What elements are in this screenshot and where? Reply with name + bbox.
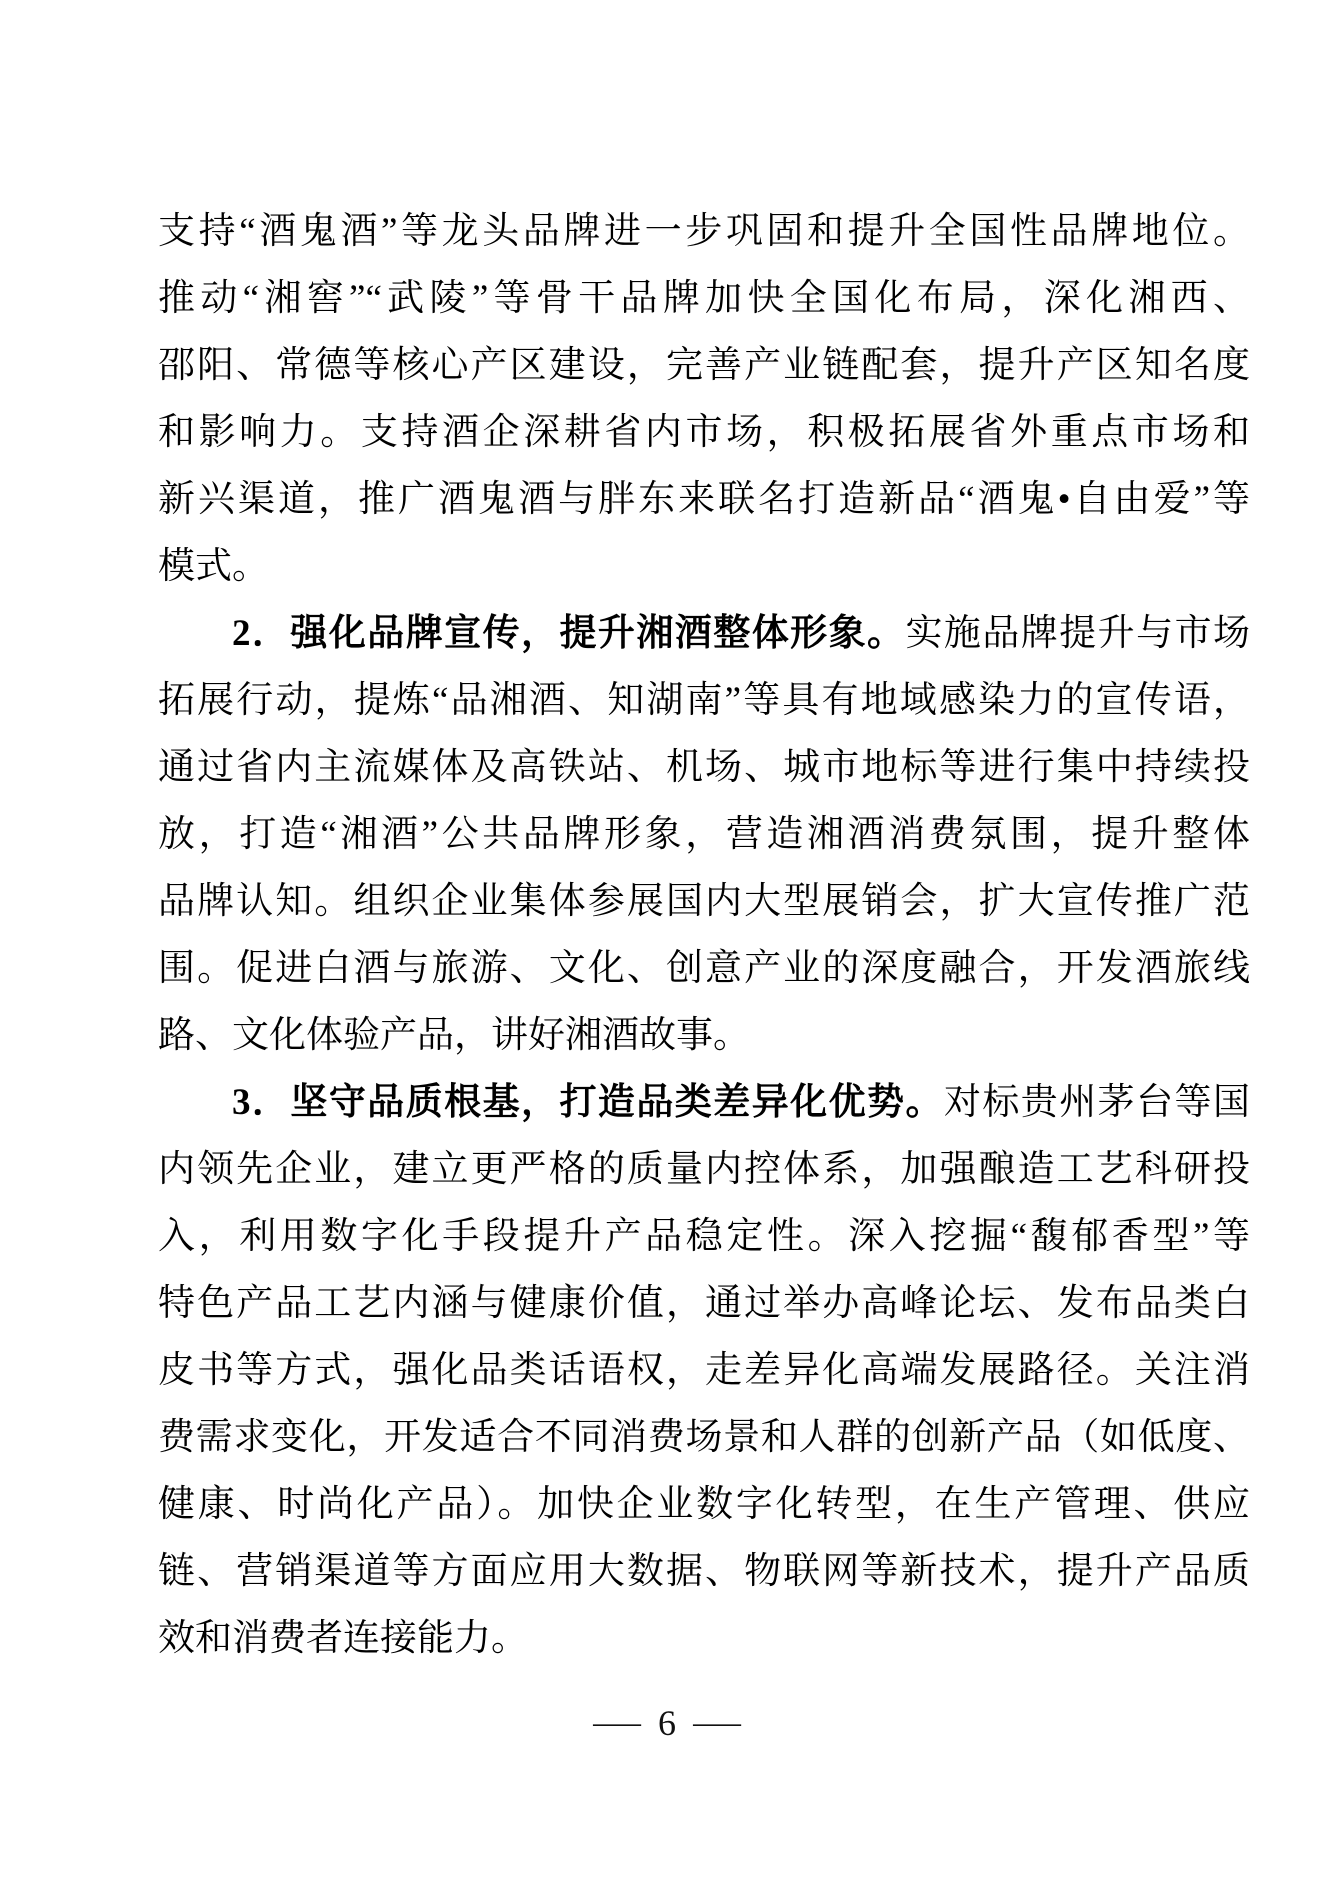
body-text: 入，利用数字化手段提升产品稳定性。深入挖掘“馥郁香型”等: [158, 1216, 1250, 1257]
text-line-3: [158, 332, 1250, 399]
body-text: 特色产品工艺内涵与健康价值，通过举办高峰论坛、发布品类白: [158, 1283, 1250, 1324]
body-text: 皮书等方式，强化品类话语权，走差异化高端发展路径。关注消: [158, 1350, 1250, 1391]
body-text: 模式。: [158, 546, 269, 587]
text-line-1: [158, 198, 1250, 265]
document-body: [158, 198, 1250, 1672]
text-line-8: [158, 667, 1250, 734]
text-line-21: [158, 1538, 1250, 1605]
footer-dash-left: —: [593, 1704, 641, 1741]
body-text: 内领先企业，建立更严格的质量内控体系，加强酿造工艺科研投: [158, 1149, 1250, 1190]
section-heading-text: 3．坚守品质根基，打造品类差异化优势。: [232, 1082, 944, 1123]
body-text: 通过省内主流媒体及高铁站、机场、城市地标等进行集中持续投: [158, 747, 1250, 788]
text-line-9: [158, 734, 1250, 801]
body-text: 品牌认知。组织企业集体参展国内大型展销会，扩大宣传推广范: [158, 881, 1250, 922]
text-line-7: [158, 600, 1250, 667]
text-line-6: [158, 533, 1250, 600]
page-number: 6: [658, 1703, 676, 1743]
body-text: 费需求变化，开发适合不同消费场景和人群的创新产品（如低度、: [158, 1417, 1250, 1458]
body-text: 放，打造“湘酒”公共品牌形象，营造湘酒消费氛围，提升整体: [158, 814, 1250, 855]
body-text: 和影响力。支持酒企深耕省内市场，积极拓展省外重点市场和: [158, 412, 1250, 453]
text-line-19: [158, 1404, 1250, 1471]
text-line-14: [158, 1069, 1250, 1136]
text-line-13: [158, 1002, 1250, 1069]
body-text: 对标贵州茅台等国: [943, 1082, 1250, 1123]
text-line-10: [158, 801, 1250, 868]
body-text: 邵阳、常德等核心产区建设，完善产业链配套，提升产区知名度: [158, 345, 1250, 386]
text-line-12: [158, 935, 1250, 1002]
body-text: 推动“湘窖”“武陵”等骨干品牌加快全国化布局，深化湘西、: [158, 278, 1250, 319]
footer-dash-right: —: [693, 1704, 741, 1741]
text-line-16: [158, 1203, 1250, 1270]
text-line-17: [158, 1270, 1250, 1337]
body-text: 围。促进白酒与旅游、文化、创意产业的深度融合，开发酒旅线: [158, 948, 1250, 989]
body-text: 链、营销渠道等方面应用大数据、物联网等新技术，提升产品质: [158, 1551, 1250, 1592]
body-text: 实施品牌提升与市场: [905, 613, 1250, 654]
page-footer: [0, 1699, 1334, 1747]
section-heading-text: 2．强化品牌宣传，提升湘酒整体形象。: [232, 613, 906, 654]
text-line-5: [158, 466, 1250, 533]
text-line-18: [158, 1337, 1250, 1404]
body-text: 支持“酒鬼酒”等龙头品牌进一步巩固和提升全国性品牌地位。: [158, 211, 1250, 252]
text-line-2: [158, 265, 1250, 332]
text-line-22: [158, 1605, 1250, 1672]
body-text: 效和消费者连接能力。: [158, 1618, 528, 1659]
body-text: 新兴渠道，推广酒鬼酒与胖东来联名打造新品“酒鬼•自由爱”等: [158, 479, 1250, 520]
body-text: 健康、时尚化产品）。加快企业数字化转型，在生产管理、供应: [158, 1484, 1250, 1525]
body-text: 路、文化体验产品，讲好湘酒故事。: [158, 1015, 750, 1056]
text-line-4: [158, 399, 1250, 466]
body-text: 拓展行动，提炼“品湘酒、知湖南”等具有地域感染力的宣传语，: [158, 680, 1250, 721]
text-line-20: [158, 1471, 1250, 1538]
text-line-11: [158, 868, 1250, 935]
text-line-15: [158, 1136, 1250, 1203]
